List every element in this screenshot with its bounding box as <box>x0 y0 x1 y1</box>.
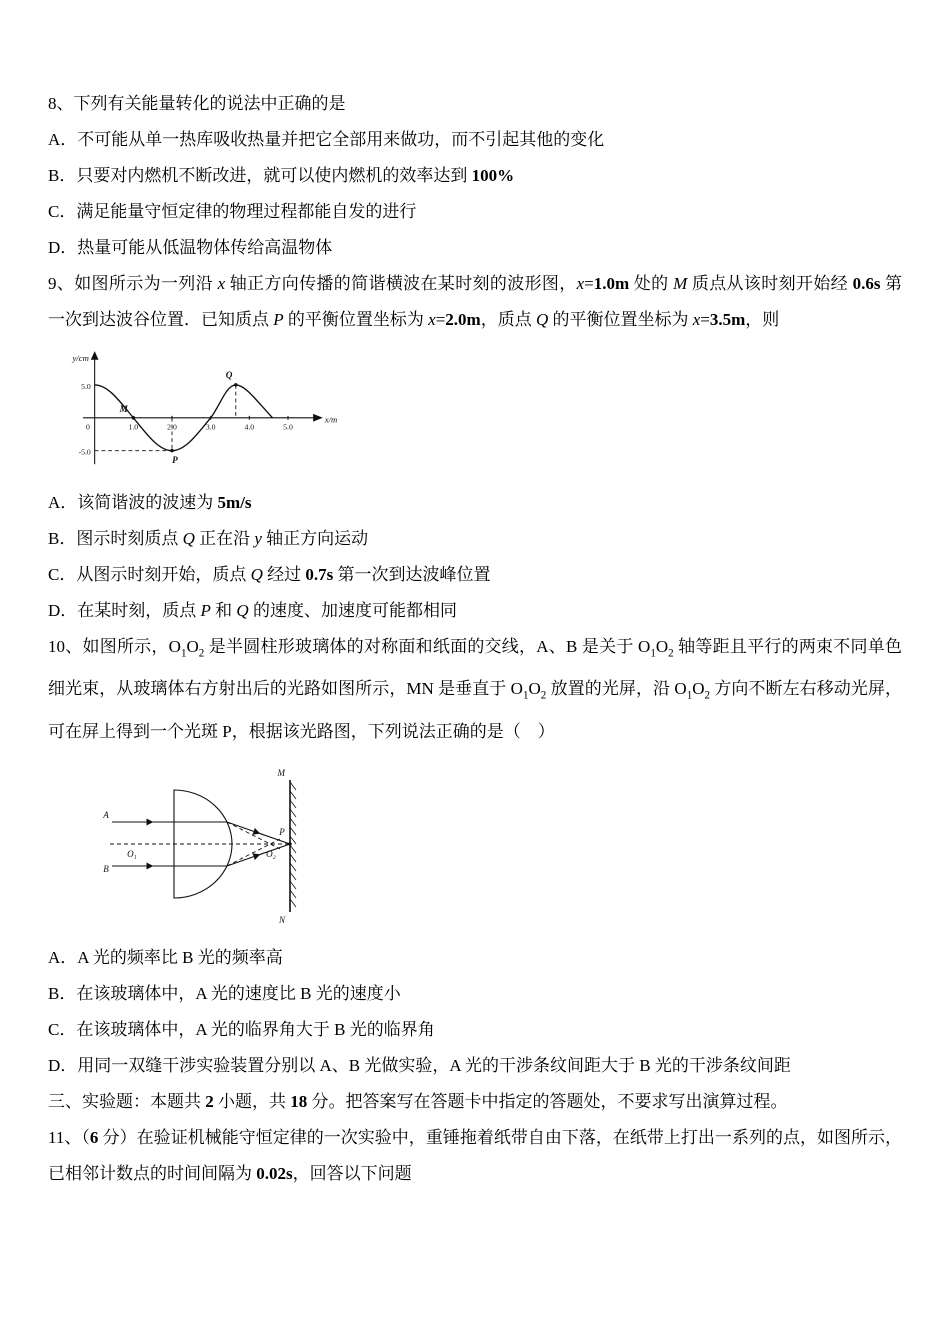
origin-label: 0 <box>85 422 90 432</box>
y-axis-arrow-icon <box>91 351 99 360</box>
point-p-dot <box>170 449 173 452</box>
y-tick-pos: 5.0 <box>81 381 91 391</box>
x-axis-label: x/m <box>324 414 338 425</box>
point-m-dot <box>132 416 135 419</box>
question-9-option-b: B．图示时刻质点 Q 正在沿 y 轴正方向运动 <box>48 529 369 548</box>
x-tick-label: 4.0 <box>244 422 255 432</box>
x-tick-label: 2.0 <box>167 422 177 432</box>
question-9-option-d: D．在某时刻，质点 P 和 Q 的速度、加速度可能都相同 <box>48 601 457 620</box>
y-axis-label: y/cm <box>72 352 89 363</box>
section-3-header: 三、实验题：本题共 2 小题，共 18 分。把答案写在答题卡中指定的答题处，不要求写出演算过程。 <box>48 1091 788 1111</box>
ray-a-label: A <box>103 809 109 820</box>
question-10-option-c: C．在该玻璃体中，A 光的临界角大于 B 光的临界角 <box>48 1019 435 1039</box>
x-tick-label: 1.0 <box>128 422 139 432</box>
question-10-option-b: B．在该玻璃体中，A 光的速度比 B 光的速度小 <box>48 983 401 1003</box>
x-tick-label: 3.0 <box>205 422 216 432</box>
point-p-label: P <box>172 455 178 466</box>
y-tick-neg: -5.0 <box>78 447 91 457</box>
axis-o2-label: O₂ <box>266 848 276 859</box>
question-9 <box>48 266 902 629</box>
question-10-option-d: D．用同一双缝干涉实验装置分别以 A、B 光做实验，A 光的干涉条纹间距大于 B 光的干涉条纹间距 <box>48 1055 791 1075</box>
question-9-option-c: C．从图示时刻开始，质点 Q 经过 0.7s 第一次到达波峰位置 <box>48 565 491 584</box>
optics-figure <box>74 760 902 930</box>
screen-m-label: M <box>277 767 285 778</box>
wave-figure <box>56 346 902 477</box>
x-axis-arrow-icon <box>313 414 323 422</box>
question-8-option-c: C．满足能量守恒定律的物理过程都能自发的进行 <box>48 202 417 221</box>
point-m-label: M <box>119 403 128 414</box>
axis-o1-label: O₁ <box>127 848 137 859</box>
question-9-stem: 9、如图所示为一列沿 x 轴正方向传播的简谐横波在某时刻的波形图，x=1.0m 处的 M 质点从该时刻开始经 0.6s 第一次到达波谷位置．已知质点 P 的平衡位置坐标为 x=2.0m，质点 Q 的平衡位置坐标为 x=3.5m，则 <box>48 274 903 329</box>
question-10-stem: 10、如图所示，$O_1O_2$ 是半圆柱形玻璃体的对称面和纸面的交线，A、B 是关于 $O_1O_2$ 轴等距且平行的两束不同单色细光束，从玻璃体右方射出后的光路如图所示，MN 是垂直于 $O_1O_2$ 放置的光屏，沿 $O_1O_2$ 方向不断左右移动光屏，可在屏上得到一个光斑 P，根据该光路图，下列说法正确的是（ ） <box>48 637 903 741</box>
question-8-option-d: D．热量可能从低温物体传给高温物体 <box>48 238 333 257</box>
ray-b-refracted <box>227 844 290 866</box>
question-11-stem: 11、（6 分）在验证机械能守恒定律的一次实验中，重锤拖着纸带自由下落，在纸带上打出一系列的点，如图所示，已相邻计数点的时间间隔为 0.02s，回答以下问题 <box>48 1127 903 1183</box>
ray-a-dashed <box>227 822 280 849</box>
x-tick-label: 5.0 <box>283 422 293 432</box>
question-8 <box>48 86 902 266</box>
optics-figure-svg <box>74 760 324 930</box>
question-8-stem: 8、下列有关能量转化的说法中正确的是 <box>48 94 346 113</box>
question-10-option-a: A．A 光的频率比 B 光的频率高 <box>48 947 283 967</box>
question-11 <box>48 1120 902 1192</box>
wave-figure-svg <box>56 346 346 477</box>
ray-b-label: B <box>103 863 109 874</box>
question-8-option-a: A．不可能从单一热库吸收热量并把它全部用来做功，而不引起其他的变化 <box>48 130 605 149</box>
point-q-label: Q <box>225 370 233 381</box>
question-10 <box>48 629 902 1084</box>
point-q-dot <box>234 383 237 386</box>
screen-n-label: N <box>278 914 285 925</box>
question-8-option-b: B．只要对内燃机不断改进，就可以使内燃机的效率达到 100% <box>48 166 515 185</box>
spot-p-label: P <box>279 826 285 837</box>
question-9-option-a: A．该简谐波的波速为 5m/s <box>48 493 252 512</box>
